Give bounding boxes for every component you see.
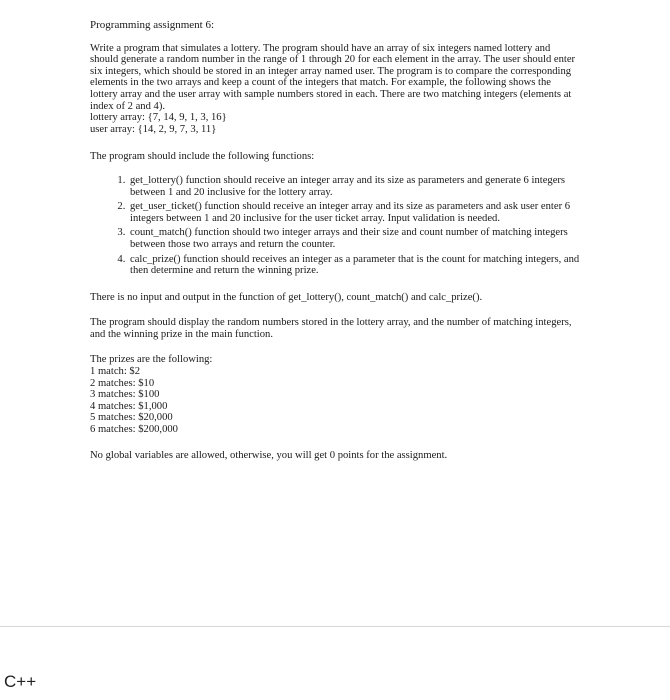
assignment-content <box>90 20 580 461</box>
list-item: 1 match: $2 <box>90 366 141 378</box>
global-variables-note: No global variables are allowed, otherwise, you will get 0 points for the assignment. <box>90 449 448 461</box>
page-divider <box>0 626 670 627</box>
lottery-array-example: lottery array: {7, 14, 9, 1, 3, 16} <box>90 112 227 124</box>
functions-list <box>90 175 580 277</box>
list-item: 6 matches: $200,000 <box>90 424 178 436</box>
no-io-note: There is no input and output in the function of get_lottery(), count_match() and calc_prize(). <box>90 291 483 303</box>
list-item: 4 matches: $1,000 <box>90 400 168 412</box>
list-item: 2 matches: $10 <box>90 377 155 389</box>
intro-paragraph: Write a program that simulates a lottery. The program should have an array of six integers named lottery and should generate a random number in the range of 1 through 20 for each element in the array. The user should enter six integers, which should be stored in an integer array named user. The program is to compare the corresponding elements in the two arrays and keep a count of the integers that match. For example, the following shows the lottery array and the user array with sample numbers stored in each. There are two matching integers (elements at index of 2 and 4). <box>90 42 576 112</box>
list-item: 3 matches: $100 <box>90 389 160 401</box>
list-item: 1. get_lottery() function should receive an integer array and its size as parameters and generate 6 integers between 1 and 20 inclusive for the lottery array. <box>128 175 580 198</box>
functions-intro: The program should include the following functions: <box>90 151 315 163</box>
list-item: 2. get_user_ticket() function should receive an integer array and its size as parameters and ask user enter 6 integers between 1 and 20 inclusive for the user ticket array. Input validation is needed. <box>128 201 580 224</box>
prizes-list <box>90 366 580 436</box>
list-item: 4. calc_prize() function should receives an integer as a parameter that is the count for matching integers, and then determine and return the winning prize. <box>128 254 580 277</box>
assignment-title: Programming assignment 6: <box>90 19 215 31</box>
list-item: 5 matches: $20,000 <box>90 412 173 424</box>
user-array-example: user array: {14, 2, 9, 7, 3, 11} <box>90 123 217 135</box>
prizes-intro: The prizes are the following: <box>90 354 213 366</box>
language-label: C++ <box>4 672 37 691</box>
display-note: The program should display the random numbers stored in the lottery array, and the number of matching integers, and the winning prize in the main function. <box>90 317 572 340</box>
list-item: 3. count_match() function should two integer arrays and their size and count number of matching integers between those two arrays and return the counter. <box>128 227 580 250</box>
